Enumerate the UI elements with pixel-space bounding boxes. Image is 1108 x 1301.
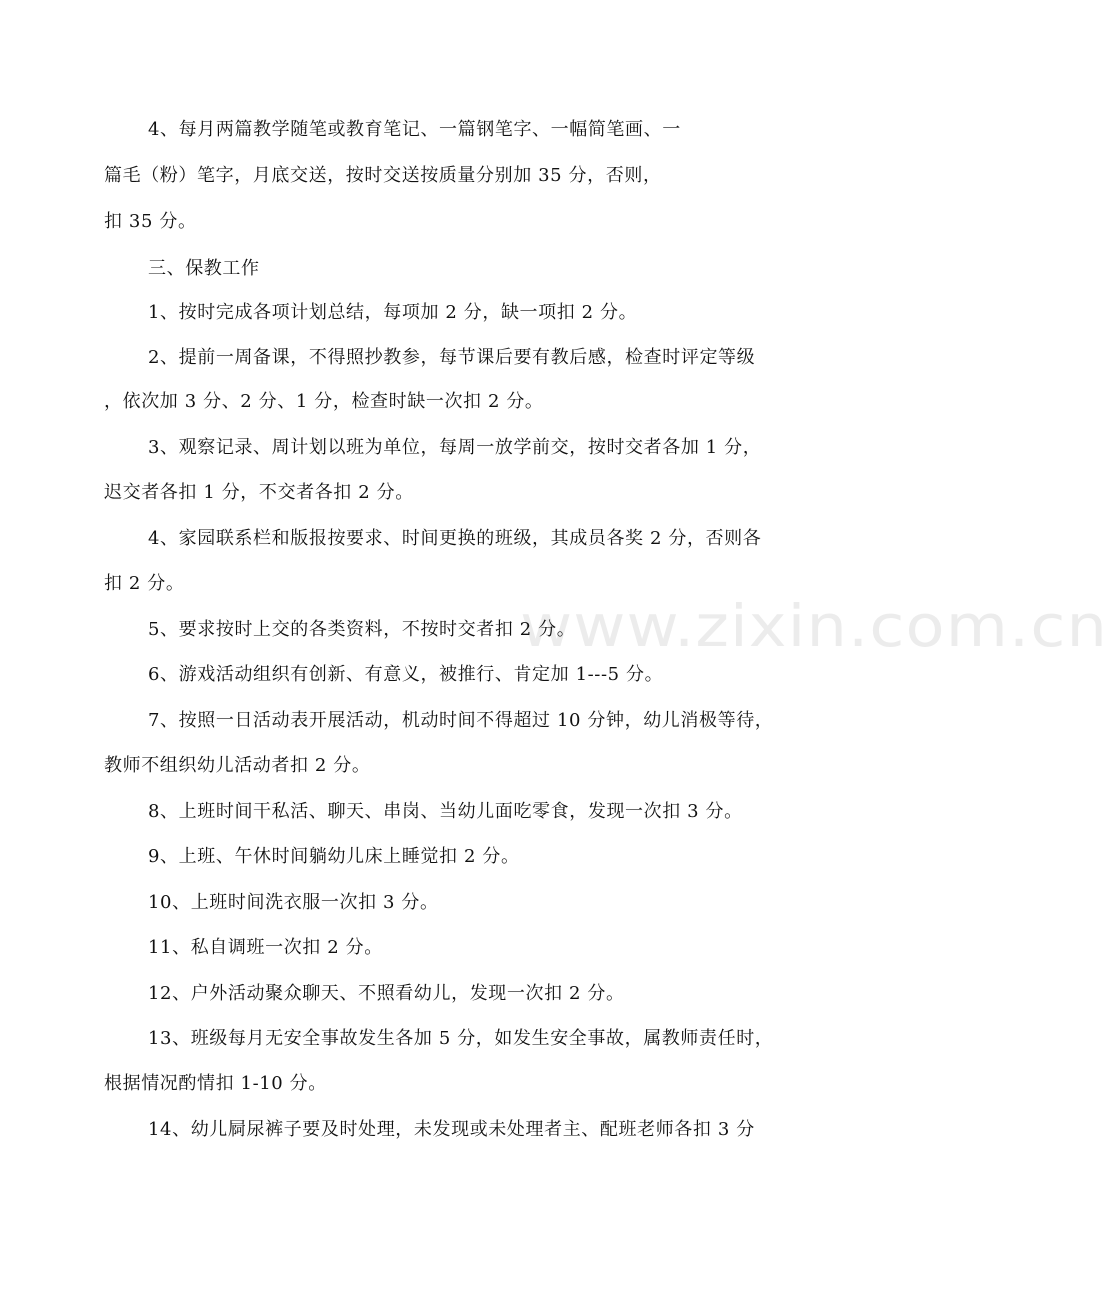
text-line: 扣 2 分。 bbox=[104, 573, 185, 594]
text-line: ，依次加 3 分、2 分、1 分，检查时缺一次扣 2 分。 bbox=[104, 391, 544, 412]
text-line: 2、提前一周备课，不得照抄教参，每节课后要有教后感，检查时评定等级 bbox=[148, 347, 756, 368]
text-line: 9、上班、午休时间躺幼儿床上睡觉扣 2 分。 bbox=[148, 846, 520, 867]
text-line: 12、户外活动聚众聊天、不照看幼儿，发现一次扣 2 分。 bbox=[148, 983, 625, 1004]
text-line: 根据情况酌情扣 1-10 分。 bbox=[104, 1073, 327, 1094]
text-line: 14、幼儿屙尿裤子要及时处理，未发现或未处理者主、配班老师各扣 3 分 bbox=[148, 1119, 755, 1140]
text-line: 扣 35 分。 bbox=[104, 211, 197, 232]
text-line: 11、私自调班一次扣 2 分。 bbox=[148, 937, 383, 958]
section-heading: 三、保教工作 bbox=[148, 258, 260, 279]
text-line: 10、上班时间洗衣服一次扣 3 分。 bbox=[148, 892, 439, 913]
text-line: 4、每月两篇教学随笔或教育笔记、一篇钢笔字、一幅简笔画、一 bbox=[148, 119, 681, 140]
text-line: 教师不组织幼儿活动者扣 2 分。 bbox=[104, 755, 371, 776]
text-line: 5、要求按时上交的各类资料，不按时交者扣 2 分。 bbox=[148, 619, 576, 640]
text-line: 4、家园联系栏和版报按要求、时间更换的班级，其成员各奖 2 分，否则各 bbox=[148, 528, 762, 549]
text-line: 7、按照一日活动表开展活动，机动时间不得超过 10 分钟，幼儿消极等待， bbox=[148, 710, 774, 731]
text-line: 13、班级每月无安全事故发生各加 5 分，如发生安全事故，属教师责任时， bbox=[148, 1028, 774, 1049]
text-line: 篇毛（粉）笔字，月底交送，按时交送按质量分别加 35 分，否则， bbox=[104, 165, 662, 186]
text-line: 迟交者各扣 1 分，不交者各扣 2 分。 bbox=[104, 482, 414, 503]
text-line: 6、游戏活动组织有创新、有意义，被推行、肯定加 1---5 分。 bbox=[148, 664, 664, 685]
text-line: 3、观察记录、周计划以班为单位，每周一放学前交，按时交者各加 1 分， bbox=[148, 437, 762, 458]
text-line: 8、上班时间干私活、聊天、串岗、当幼儿面吃零食，发现一次扣 3 分。 bbox=[148, 801, 743, 822]
watermark: www.zixin.com.cn bbox=[520, 592, 1108, 660]
text-line: 1、按时完成各项计划总结，每项加 2 分，缺一项扣 2 分。 bbox=[148, 302, 638, 323]
